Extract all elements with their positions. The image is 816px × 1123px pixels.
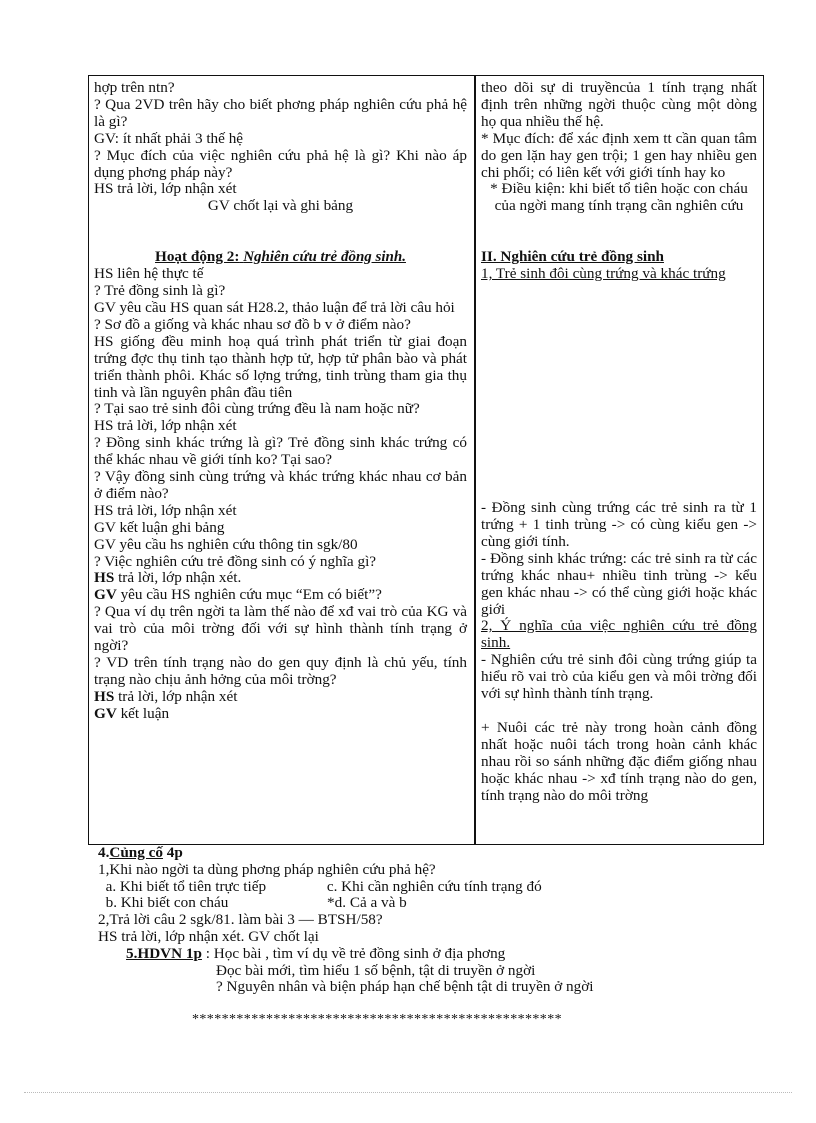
text-line: ? Việc nghiên cứu trẻ đồng sinh có ý nghĩa gì? [94,552,377,570]
homework-line-1 [98,946,738,963]
hs-label: HS [94,687,115,705]
lesson-table [88,75,764,845]
homework-line-3: ? Nguyên nhân và biện pháp hạn chế bệnh tật di truyền ở ngời [216,978,594,996]
text-line: theo dõi sự di truyềncủa 1 tính trạng nhất định trên những ngời thuộc cùng một dòng họ qua nhiều thế hệ. [481,79,757,130]
text-line: ? Qua 2VD trên hãy cho biết phơng pháp nghiên cứu phả hệ là gì? [94,95,467,130]
text-line: GV: ít nhất phải 3 thế hệ [94,129,244,147]
teacher-student-activity-column [94,80,467,723]
section-title: Củng cố [109,844,163,861]
hs-label: HS [94,569,115,587]
text-line: ? Qua ví dụ trên ngời ta làm thế nào để xđ vai trò của KG và vai trò của môi trờng đối với sự hình thành tính trạng ở ngời? [94,603,467,655]
text-line [94,570,467,587]
hs-text: trả lời, lớp nhận xét. [114,569,242,587]
text-line: ? Sơ đồ a giống và khác nhau sơ đồ b v ở điểm nào? [94,315,411,333]
text-line: - Nghiên cứu trẻ sinh đôi cùng trứng giúp ta hiểu rõ vai trò của kiểu gen và môi trờng đối với sự hình thành tính trạng. [481,651,757,703]
text-line: HS giống đều minh hoạ quá trình phát triển từ giai đoạn trứng đợc thụ tinh tạo thành hợp tử, hợp tử phân bào và phát triển thành phôi. Khác số lợng trứng, tinh trùng tham gia thụ tinh và lần nguyên phân đầu tiên [94,332,467,401]
lesson-content-column [481,80,757,804]
text-line: GV yêu cầu HS quan sát H28.2, thảo luận để trả lời câu hỏi [94,298,455,316]
consolidation-heading [98,845,738,862]
separator-stars: ************************************************** [192,1012,562,1027]
homework-text: : Học bài , tìm ví dụ về trẻ đồng sinh ở địa phơng [201,944,506,962]
text-line [94,587,467,604]
text-line: ? Tại sao trẻ sinh đôi cùng trứng đều là nam hoặc nữ? [94,400,420,418]
question-2: 2,Trả lời câu 2 sgk/81. làm bài 3 — BTSH/58? [98,911,383,929]
hs-text: trả lời, lớp nhận xét [114,687,238,705]
text-line: GV yêu cầu hs nghiên cứu thông tin sgk/80 [94,535,358,553]
text-line-centered: GV chốt lại và ghi bảng [207,197,354,215]
text-line: ? Trẻ đồng sinh là gì? [94,282,226,300]
gv-label: GV [94,586,117,604]
text-line [94,689,467,706]
text-line: - Đồng sinh khác trứng: các trẻ sinh ra từ các trứng khác nhau+ nhiều tinh trùng -> kểu gen khác nhau -> có thể cùng giới hoặc khác giới [481,549,757,618]
text-line: hợp trên ntn? [94,79,175,96]
section-2-title: II. Nghiên cứu trẻ đồng sinh [481,248,664,266]
text-line: GV kết luận ghi bảng [94,518,225,536]
text-line: HS trả lời, lớp nhận xét [94,501,237,519]
text-line: HS liên hệ thực tế [94,265,204,283]
text-line [94,706,467,723]
text-line: ? Mục đích của việc nghiên cứu phả hệ là gì? Khi nào áp dụng phơng pháp này? [94,146,467,181]
subsection-2-title: 2, Ý nghĩa của việc nghiên cứu trẻ đồng sinh. [481,617,757,652]
text-line: * Mục đích: để xác định xem tt cần quan tâm do gen lặn hay gen trội; 1 gen hay nhiều gen chi phối; có liên kết với giới tính hay ko [481,129,757,181]
gv-text: kết luận [116,704,170,722]
text-line: ? VD trên tính trạng nào do gen quy định là chủ yếu, tính trạng nào chịu ảnh hởng của môi trờng? [94,654,467,688]
text-line: + Nuôi các trẻ này trong hoàn cảnh đồng nhất hoặc nuôi tách trong hoàn cảnh khác nhau rồi so sánh những đặc điểm giống nhau hoặc khác nhau -> xđ tính trạng nào do gen, tính trạng nào do môi trờng [481,718,757,804]
text-line: HS trả lời, lớp nhận xét [94,417,237,435]
options-a-c: a. Khi biết tổ tiên trực tiếp c. Khi cần nghiên cứu tính trạng đó [98,877,542,895]
text-line: ? Vậy đồng sinh cùng trứng và khác trứng khác nhau cơ bản ở điểm nào? [94,468,467,502]
text-line-centered: * Điều kiện: khi biết tổ tiên hoặc con cháu của ngời mang tính trạng cần nghiên cứu [490,180,748,215]
question-1: 1,Khi nào ngời ta dùng phơng pháp nghiên cứu phả hệ? [98,860,436,878]
section-number: 4. [98,844,110,861]
homework-label: 5.HDVN 1p [126,944,202,962]
homework-line-2: Đọc bài mới, tìm hiểu 1 số bệnh, tật di truyền ở ngời [216,961,536,979]
activity-2-title: Nghiên cứu trẻ đồng sinh. [243,249,406,266]
column-divider [474,76,476,844]
section-time: 4p [162,844,183,861]
activity-2-label: Hoạt động 2: [155,248,240,266]
text-line: ? Đồng sinh khác trứng là gì? Trẻ đồng sinh khác trứng có thể khác nhau về giới tính ko? Tại sao? [94,434,467,469]
after-table-section [98,845,738,996]
gv-text: yêu cầu HS nghiên cứu mục “Em có biết”? [116,586,382,604]
options-b-d: b. Khi biết con cháu *d. Cả a và b [98,894,407,912]
page-footer-border [24,1092,792,1093]
gv-label: GV [94,704,117,722]
feedback-line: HS trả lời, lớp nhận xét. GV chốt lại [98,927,319,945]
text-line: - Đồng sinh cùng trứng các trẻ sinh ra từ 1 trứng + 1 tinh trùng -> có cùng kiểu gen -> cùng giới tính. [481,499,757,550]
subsection-1-title: 1, Trẻ sinh đôi cùng trứng và khác trứng [481,265,726,283]
activity-2-heading [94,249,467,266]
text-line: HS trả lời, lớp nhận xét [94,180,237,198]
